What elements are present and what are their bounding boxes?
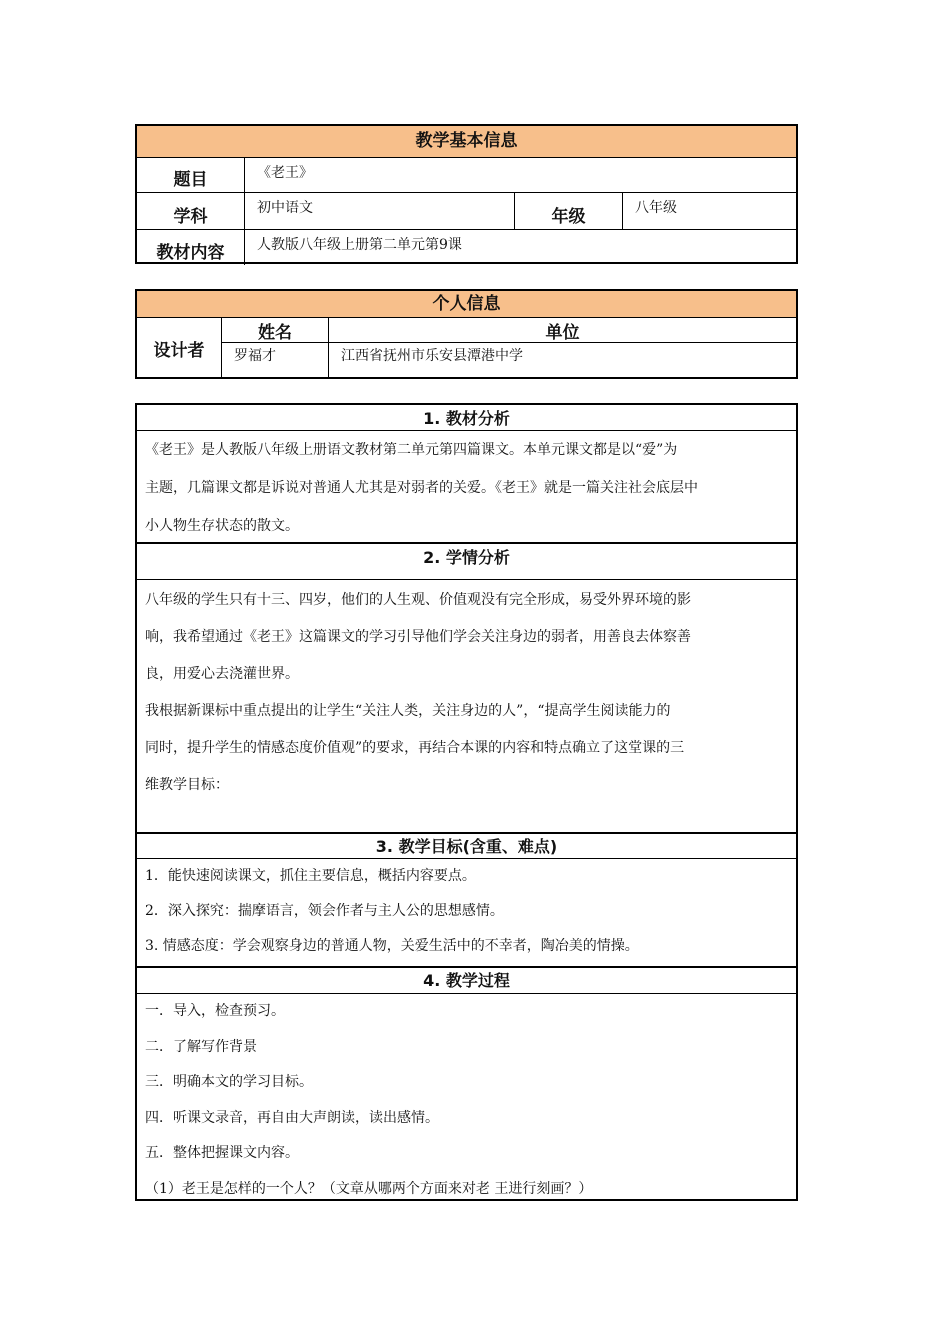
subject-label: 学科 xyxy=(137,193,245,229)
designer-label: 设计者 xyxy=(137,318,222,378)
section-1-title: 1. 教材分析 xyxy=(137,405,796,431)
personal-info-header: 个人信息 xyxy=(137,291,796,318)
name-value: 罗福才 xyxy=(222,343,329,378)
section-4-line: 三．明确本文的学习目标。 xyxy=(145,1074,313,1090)
section-4-line: （1）老王是怎样的一个人？（文章从哪两个方面来对老 王进行刻画？） xyxy=(145,1180,593,1197)
lesson-plan-table xyxy=(135,403,798,1201)
section-4-body xyxy=(137,994,796,1207)
unit-value: 江西省抚州市乐安县潭港中学 xyxy=(341,348,523,364)
name-label: 姓名 xyxy=(222,318,329,342)
section-2-line: 响，我希望通过《老王》这篇课文的学习引导他们学会关注身边的弱者，用善良去体察善 xyxy=(145,629,691,645)
section-teaching-process xyxy=(137,968,796,1199)
section-1-line: 小人物生存状态的散文。 xyxy=(145,518,299,534)
material-label: 教材内容 xyxy=(137,230,245,265)
section-3-line: 3. 情感态度：学会观察身边的普通人物，关爱生活中的不幸者，陶冶美的情操。 xyxy=(145,938,639,954)
section-3-line: 2．深入探究：揣摩语言，领会作者与主人公的思想感情。 xyxy=(145,903,504,919)
section-1-line: 主题，几篇课文都是诉说对普通人尤其是对弱者的关爱。《老王》就是一篇关注社会底层中 xyxy=(145,480,698,496)
section-3-body xyxy=(137,859,796,964)
material-value: 人教版八年级上册第二单元第9课 xyxy=(257,237,462,253)
section-1-body xyxy=(137,431,796,545)
personal-body xyxy=(137,318,796,378)
grade-label: 年级 xyxy=(515,193,623,229)
material-row xyxy=(137,230,796,265)
section-2-title: 2. 学情分析 xyxy=(137,544,796,580)
section-teaching-goals xyxy=(137,834,796,968)
section-4-title: 4. 教学过程 xyxy=(137,968,796,994)
personal-value-row xyxy=(222,343,796,378)
personal-grid xyxy=(222,318,796,378)
basic-info-header: 教学基本信息 xyxy=(137,126,796,158)
topic-label: 题目 xyxy=(137,158,245,192)
personal-head-row xyxy=(222,318,796,343)
subject-value: 初中语文 xyxy=(245,193,515,229)
section-2-line: 八年级的学生只有十三、四岁，他们的人生观、价值观没有完全形成，易受外界环境的影 xyxy=(145,592,691,608)
section-student-analysis xyxy=(137,544,796,834)
subject-row xyxy=(137,193,796,230)
personal-info-table xyxy=(135,289,798,379)
grade-value: 八年级 xyxy=(635,200,677,216)
section-2-line: 维教学目标： xyxy=(145,777,229,793)
section-4-line: 五．整体把握课文内容。 xyxy=(145,1145,299,1161)
topic-row xyxy=(137,158,796,193)
section-2-body xyxy=(137,580,796,804)
section-2-line: 良，用爱心去浇灌世界。 xyxy=(145,666,299,682)
basic-info-table xyxy=(135,124,798,264)
section-3-line: 1．能快速阅读课文，抓住主要信息，概括内容要点。 xyxy=(145,868,476,884)
section-4-line: 二．了解写作背景 xyxy=(145,1038,257,1055)
section-2-line: 我根据新课标中重点提出的让学生“关注人类，关注身边的人”，“提高学生阅读能力的 xyxy=(145,703,671,719)
section-4-line: 四．听课文录音，再自由大声朗读，读出感情。 xyxy=(145,1109,439,1126)
topic-value: 《老王》 xyxy=(257,165,313,181)
section-4-line: 一．导入，检查预习。 xyxy=(145,1003,285,1019)
section-1-line: 《老王》是人教版八年级上册语文教材第二单元第四篇课文。本单元课文都是以“爱”为 xyxy=(145,442,678,458)
section-3-title: 3. 教学目标(含重、难点) xyxy=(137,834,796,859)
section-2-line: 同时，提升学生的情感态度价值观”的要求，再结合本课的内容和特点确立了这堂课的三 xyxy=(145,740,685,756)
section-material-analysis xyxy=(137,405,796,544)
unit-label: 单位 xyxy=(545,322,580,343)
